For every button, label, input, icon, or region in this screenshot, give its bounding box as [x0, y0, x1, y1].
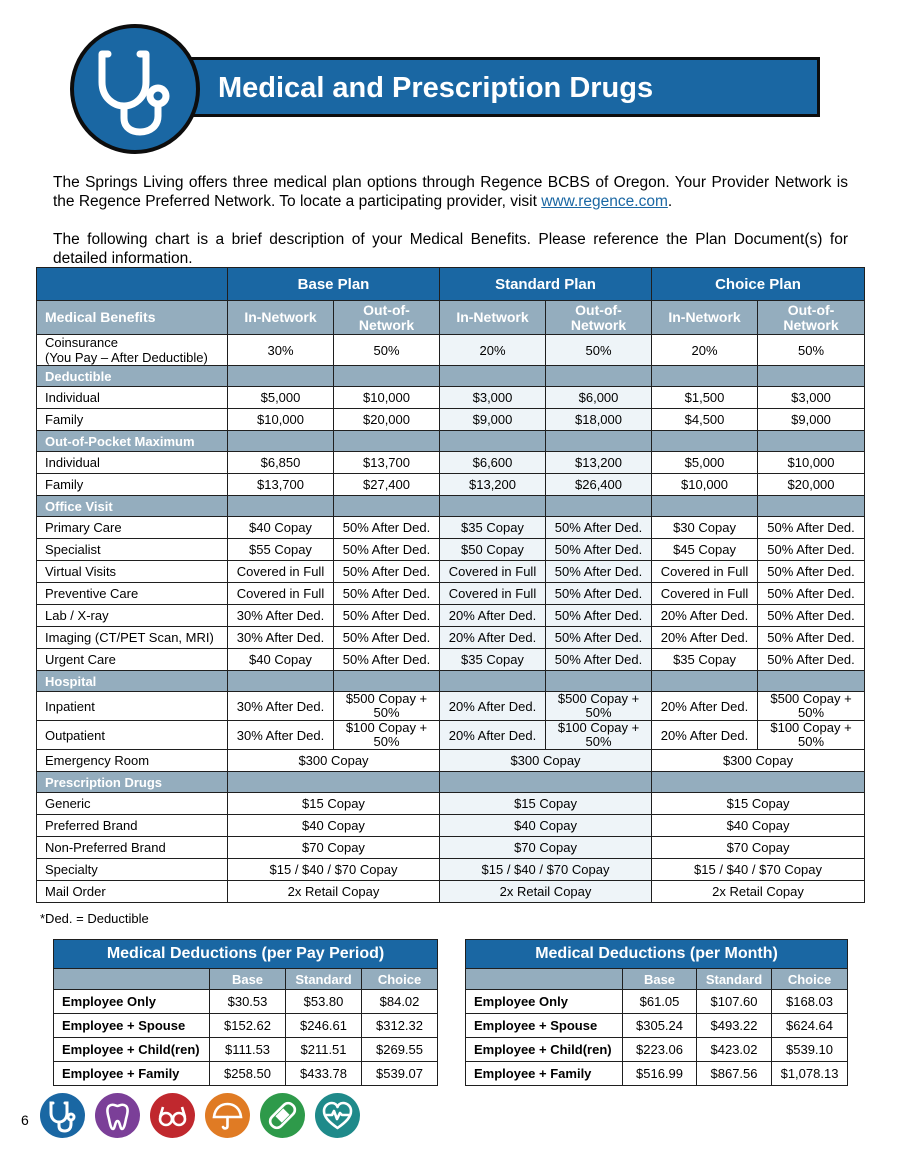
plan-value-cell: $30 Copay	[652, 517, 758, 539]
plan-value-cell: 50% After Ded.	[546, 539, 652, 561]
deduction-value: $269.55	[362, 1038, 438, 1062]
out-network-header: Out-of- Network	[334, 301, 440, 335]
plan-value-cell: $70 Copay	[440, 837, 652, 859]
plan-value-cell: 50% After Ded.	[334, 517, 440, 539]
table-row	[466, 1038, 848, 1062]
plan-value-cell: $40 Copay	[228, 815, 440, 837]
row-label-family: Family	[37, 409, 228, 431]
deduction-column-choice: Choice	[772, 969, 848, 990]
deduction-column-standard: Standard	[286, 969, 362, 990]
plan-value-cell: 20% After Ded.	[440, 692, 546, 721]
coverage-tier-label: Employee + Spouse	[54, 1014, 210, 1038]
plan-value-cell: 20% After Ded.	[652, 721, 758, 750]
table-row	[54, 1038, 438, 1062]
plan-value-cell: $6,000	[546, 387, 652, 409]
stethoscope-icon	[94, 46, 178, 136]
plan-value-cell: $15 Copay	[440, 793, 652, 815]
plan-value-cell: 50% After Ded.	[546, 627, 652, 649]
deduction-value: $107.60	[697, 990, 772, 1014]
table-row	[37, 366, 865, 387]
plan-value-cell: $13,200	[546, 452, 652, 474]
intro-paragraph	[53, 173, 848, 211]
deduction-value: $168.03	[772, 990, 848, 1014]
umbrella-icon	[205, 1093, 250, 1138]
section-blank-cell	[334, 431, 440, 452]
section-blank-cell	[440, 496, 546, 517]
plan-value-cell: 50% After Ded.	[334, 627, 440, 649]
deduction-value: $539.07	[362, 1062, 438, 1086]
section-blank-cell	[652, 496, 758, 517]
plan-value-cell: $3,000	[440, 387, 546, 409]
deduction-table-title: Medical Deductions (per Pay Period)	[54, 940, 438, 969]
plan-value-cell: 50% After Ded.	[546, 561, 652, 583]
row-label-primary-care: Primary Care	[37, 517, 228, 539]
plan-value-cell: $40 Copay	[652, 815, 865, 837]
section-blank-cell	[652, 671, 758, 692]
plan-value-cell: 20% After Ded.	[440, 721, 546, 750]
section-blank-cell	[334, 496, 440, 517]
section-blank-cell	[546, 496, 652, 517]
plan-value-cell: 30%	[228, 335, 334, 366]
plan-value-cell: $6,850	[228, 452, 334, 474]
intro-text-end: .	[667, 193, 673, 210]
table-row	[37, 605, 865, 627]
coverage-tier-label: Employee + Family	[466, 1062, 623, 1086]
medical-benefits-table	[36, 267, 865, 903]
row-label-generic: Generic	[37, 793, 228, 815]
table-row	[37, 772, 865, 793]
plan-value-cell: $5,000	[652, 452, 758, 474]
plan-value-cell: Covered in Full	[652, 561, 758, 583]
row-label-inpatient: Inpatient	[37, 692, 228, 721]
section-blank-cell	[758, 431, 865, 452]
plan-value-cell: 20%	[652, 335, 758, 366]
intro-text: The Springs Living offers three medical plan options through Regence BCBS of Oregon. Your Provider Network is the Regence Preferred Network. To locate a participating provider, visit	[53, 174, 848, 210]
table-row	[37, 750, 865, 772]
plan-value-cell: $15 Copay	[652, 793, 865, 815]
page-title: Medical and Prescription Drugs	[218, 72, 654, 104]
row-label-preferred-brand: Preferred Brand	[37, 815, 228, 837]
section-header-hospital: Hospital	[37, 671, 228, 692]
deduction-column-standard: Standard	[697, 969, 772, 990]
section-blank-cell	[758, 496, 865, 517]
section-header-deductible: Deductible	[37, 366, 228, 387]
plan-value-cell: $4,500	[652, 409, 758, 431]
plan-value-cell: 50% After Ded.	[546, 583, 652, 605]
page-number: 6	[21, 1112, 29, 1128]
deduction-value: $246.61	[286, 1014, 362, 1038]
table-row	[37, 496, 865, 517]
in-network-header: In-Network	[228, 301, 334, 335]
plan-value-cell: 20% After Ded.	[440, 605, 546, 627]
plan-value-cell: $35 Copay	[440, 649, 546, 671]
regence-link[interactable]: www.regence.com	[541, 193, 668, 210]
plan-value-cell: $20,000	[334, 409, 440, 431]
plan-value-cell: 50% After Ded.	[758, 649, 865, 671]
table-row	[37, 409, 865, 431]
plan-value-cell: $40 Copay	[440, 815, 652, 837]
plan-value-cell: $10,000	[334, 387, 440, 409]
row-label-specialty: Specialty	[37, 859, 228, 881]
plan-value-cell: 50%	[334, 335, 440, 366]
bandage-icon	[260, 1093, 305, 1138]
table-row	[37, 539, 865, 561]
section-blank-cell	[546, 366, 652, 387]
plan-value-cell: $300 Copay	[652, 750, 865, 772]
table-row	[37, 583, 865, 605]
out-network-header: Out-of- Network	[546, 301, 652, 335]
row-label-urgent-care: Urgent Care	[37, 649, 228, 671]
corner-cell	[37, 268, 228, 301]
coverage-tier-label: Employee + Family	[54, 1062, 210, 1086]
plan-value-cell: $1,500	[652, 387, 758, 409]
plan-value-cell: Covered in Full	[440, 561, 546, 583]
table-row	[37, 474, 865, 496]
plan-value-cell: $13,700	[228, 474, 334, 496]
deduction-value: $223.06	[623, 1038, 697, 1062]
plan-value-cell: $500 Copay + 50%	[334, 692, 440, 721]
deduction-table-title: Medical Deductions (per Month)	[466, 940, 848, 969]
plan-value-cell: $35 Copay	[440, 517, 546, 539]
section-header-out-of-pocket-maximum: Out-of-Pocket Maximum	[37, 431, 228, 452]
section-blank-cell	[334, 366, 440, 387]
plan-value-cell: 50% After Ded.	[758, 583, 865, 605]
section-header-office-visit: Office Visit	[37, 496, 228, 517]
plan-value-cell: $10,000	[758, 452, 865, 474]
table-row	[466, 1062, 848, 1086]
row-label-virtual-visits: Virtual Visits	[37, 561, 228, 583]
plan-value-cell: 20%	[440, 335, 546, 366]
plan-value-cell: Covered in Full	[228, 583, 334, 605]
section-blank-cell	[228, 366, 334, 387]
table-row	[37, 671, 865, 692]
deduction-value: $30.53	[210, 990, 286, 1014]
plan-value-cell: $13,700	[334, 452, 440, 474]
deduction-value: $305.24	[623, 1014, 697, 1038]
plan-value-cell: $27,400	[334, 474, 440, 496]
plan-value-cell: 50% After Ded.	[758, 517, 865, 539]
table-row	[37, 793, 865, 815]
section-blank-cell	[228, 496, 334, 517]
plan-value-cell: 50%	[546, 335, 652, 366]
plan-header-standard: Standard Plan	[440, 268, 652, 301]
plan-value-cell: $9,000	[758, 409, 865, 431]
deduction-value: $433.78	[286, 1062, 362, 1086]
deduction-column-base: Base	[210, 969, 286, 990]
table-row	[54, 1014, 438, 1038]
table-row	[54, 990, 438, 1014]
section-blank-cell	[652, 366, 758, 387]
section-blank-cell	[652, 772, 865, 793]
plan-value-cell: 50% After Ded.	[334, 605, 440, 627]
deduction-value: $152.62	[210, 1014, 286, 1038]
in-network-header: In-Network	[440, 301, 546, 335]
plan-value-cell: $26,400	[546, 474, 652, 496]
plan-value-cell: $100 Copay + 50%	[334, 721, 440, 750]
plan-value-cell: $40 Copay	[228, 517, 334, 539]
table-row	[37, 815, 865, 837]
plan-value-cell: 50% After Ded.	[758, 627, 865, 649]
plan-value-cell: $100 Copay + 50%	[758, 721, 865, 750]
plan-value-cell: $300 Copay	[440, 750, 652, 772]
plan-value-cell: $55 Copay	[228, 539, 334, 561]
plan-value-cell: $15 / $40 / $70 Copay	[228, 859, 440, 881]
plan-value-cell: 50% After Ded.	[546, 517, 652, 539]
plan-value-cell: $500 Copay + 50%	[758, 692, 865, 721]
plan-value-cell: $20,000	[758, 474, 865, 496]
plan-value-cell: 50% After Ded.	[334, 539, 440, 561]
plan-value-cell: $6,600	[440, 452, 546, 474]
row-label-preventive-care: Preventive Care	[37, 583, 228, 605]
plan-value-cell: 50% After Ded.	[758, 605, 865, 627]
section-blank-cell	[440, 366, 546, 387]
plan-value-cell: 30% After Ded.	[228, 605, 334, 627]
plan-value-cell: 50%	[758, 335, 865, 366]
plan-value-cell: 2x Retail Copay	[228, 881, 440, 903]
table-row	[37, 859, 865, 881]
plan-value-cell: $70 Copay	[228, 837, 440, 859]
heart-pulse-icon	[315, 1093, 360, 1138]
plan-value-cell: $15 / $40 / $70 Copay	[440, 859, 652, 881]
section-blank-cell	[440, 431, 546, 452]
section-blank-cell	[228, 671, 334, 692]
coverage-tier-label: Employee Only	[54, 990, 210, 1014]
table-row	[37, 387, 865, 409]
table-row	[37, 837, 865, 859]
section-blank-cell	[758, 366, 865, 387]
section-blank-cell	[228, 431, 334, 452]
plan-value-cell: $35 Copay	[652, 649, 758, 671]
row-label-mail-order: Mail Order	[37, 881, 228, 903]
table-row	[37, 561, 865, 583]
table-row	[466, 1014, 848, 1038]
table-row	[54, 1062, 438, 1086]
in-network-header: In-Network	[652, 301, 758, 335]
deduction-value: $84.02	[362, 990, 438, 1014]
deduction-value: $539.10	[772, 1038, 848, 1062]
section-blank-cell	[440, 772, 652, 793]
plan-value-cell: $45 Copay	[652, 539, 758, 561]
eyeglasses-icon	[150, 1093, 195, 1138]
row-label-imaging-ct-pet-scan-mri: Imaging (CT/PET Scan, MRI)	[37, 627, 228, 649]
deduction-value: $493.22	[697, 1014, 772, 1038]
table-row	[37, 721, 865, 750]
deduction-corner-cell	[54, 969, 210, 990]
plan-value-cell: $50 Copay	[440, 539, 546, 561]
plan-value-cell: Covered in Full	[440, 583, 546, 605]
plan-value-cell: 50% After Ded.	[758, 561, 865, 583]
footnote: *Ded. = Deductible	[40, 911, 149, 926]
plan-value-cell: $5,000	[228, 387, 334, 409]
section-blank-cell	[228, 772, 440, 793]
deduction-value: $1,078.13	[772, 1062, 848, 1086]
plan-header-choice: Choice Plan	[652, 268, 865, 301]
table-row	[466, 990, 848, 1014]
table-row	[37, 517, 865, 539]
stethoscope-icon	[40, 1093, 85, 1138]
plan-value-cell: 2x Retail Copay	[440, 881, 652, 903]
plan-value-cell: 50% After Ded.	[758, 539, 865, 561]
section-blank-cell	[546, 671, 652, 692]
plan-value-cell: $10,000	[228, 409, 334, 431]
table-row	[37, 649, 865, 671]
plan-value-cell: 2x Retail Copay	[652, 881, 865, 903]
plan-value-cell: $10,000	[652, 474, 758, 496]
chart-description: The following chart is a brief description of your Medical Benefits. Please reference the Plan Document(s) for detailed information.	[53, 231, 848, 267]
deduction-corner-cell	[466, 969, 623, 990]
coverage-tier-label: Employee + Child(ren)	[466, 1038, 623, 1062]
table-row	[37, 431, 865, 452]
plan-value-cell: 50% After Ded.	[334, 649, 440, 671]
plan-value-cell: 20% After Ded.	[652, 692, 758, 721]
coverage-tier-label: Employee + Spouse	[466, 1014, 623, 1038]
deduction-column-choice: Choice	[362, 969, 438, 990]
row-label-family: Family	[37, 474, 228, 496]
tooth-icon	[95, 1093, 140, 1138]
deduction-value: $312.32	[362, 1014, 438, 1038]
plan-value-cell: $70 Copay	[652, 837, 865, 859]
table-row	[37, 881, 865, 903]
header-badge	[70, 24, 200, 154]
plan-value-cell: $3,000	[758, 387, 865, 409]
table-row	[37, 452, 865, 474]
table-row	[37, 627, 865, 649]
plan-value-cell: $9,000	[440, 409, 546, 431]
deduction-value: $211.51	[286, 1038, 362, 1062]
plan-value-cell: 30% After Ded.	[228, 627, 334, 649]
plan-value-cell: 50% After Ded.	[334, 561, 440, 583]
plan-value-cell: 50% After Ded.	[546, 605, 652, 627]
plan-value-cell: 20% After Ded.	[440, 627, 546, 649]
section-blank-cell	[440, 671, 546, 692]
plan-value-cell: $15 Copay	[228, 793, 440, 815]
section-header-prescription-drugs: Prescription Drugs	[37, 772, 228, 793]
plan-value-cell: 50% After Ded.	[546, 649, 652, 671]
plan-value-cell: $100 Copay + 50%	[546, 721, 652, 750]
coverage-tier-label: Employee Only	[466, 990, 623, 1014]
deduction-column-base: Base	[623, 969, 697, 990]
deduction-value: $111.53	[210, 1038, 286, 1062]
deduction-value: $423.02	[697, 1038, 772, 1062]
plan-value-cell: $500 Copay + 50%	[546, 692, 652, 721]
plan-value-cell: $15 / $40 / $70 Copay	[652, 859, 865, 881]
plan-value-cell: $13,200	[440, 474, 546, 496]
row-label-individual: Individual	[37, 452, 228, 474]
row-label-emergency-room: Emergency Room	[37, 750, 228, 772]
section-blank-cell	[334, 671, 440, 692]
plan-value-cell: 50% After Ded.	[334, 583, 440, 605]
deduction-value: $61.05	[623, 990, 697, 1014]
medical-benefits-header: Medical Benefits	[37, 301, 228, 335]
row-label-outpatient: Outpatient	[37, 721, 228, 750]
deductions-monthly-table	[465, 939, 848, 1086]
coverage-tier-label: Employee + Child(ren)	[54, 1038, 210, 1062]
out-network-header: Out-of- Network	[758, 301, 865, 335]
plan-value-cell: 20% After Ded.	[652, 605, 758, 627]
plan-value-cell: 20% After Ded.	[652, 627, 758, 649]
section-blank-cell	[652, 431, 758, 452]
deduction-value: $867.56	[697, 1062, 772, 1086]
deduction-value: $258.50	[210, 1062, 286, 1086]
row-label-individual: Individual	[37, 387, 228, 409]
deduction-value: $624.64	[772, 1014, 848, 1038]
table-row	[37, 335, 865, 366]
deduction-value: $516.99	[623, 1062, 697, 1086]
row-label-lab-x-ray: Lab / X-ray	[37, 605, 228, 627]
section-blank-cell	[546, 431, 652, 452]
deduction-value: $53.80	[286, 990, 362, 1014]
plan-value-cell: $300 Copay	[228, 750, 440, 772]
row-label-specialist: Specialist	[37, 539, 228, 561]
plan-value-cell: 30% After Ded.	[228, 721, 334, 750]
plan-header-base: Base Plan	[228, 268, 440, 301]
section-blank-cell	[758, 671, 865, 692]
row-label-coinsurance-you-pay-after-deductible: Coinsurance (You Pay – After Deductible)	[37, 335, 228, 366]
deductions-pay-period-table	[53, 939, 438, 1086]
plan-value-cell: Covered in Full	[652, 583, 758, 605]
plan-value-cell: $18,000	[546, 409, 652, 431]
plan-value-cell: 30% After Ded.	[228, 692, 334, 721]
plan-value-cell: $40 Copay	[228, 649, 334, 671]
plan-value-cell: Covered in Full	[228, 561, 334, 583]
row-label-non-preferred-brand: Non-Preferred Brand	[37, 837, 228, 859]
table-row	[37, 692, 865, 721]
